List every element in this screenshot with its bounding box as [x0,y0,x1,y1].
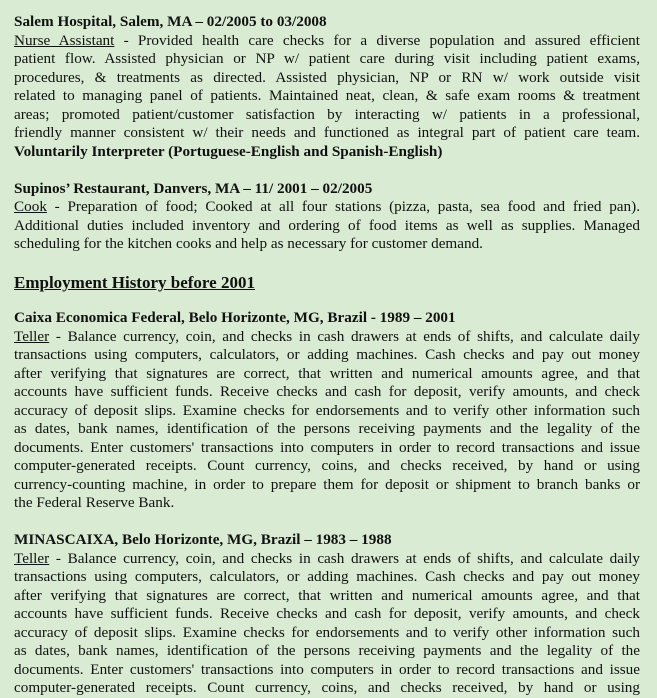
job-heading: MINASCAIXA, Belo Horizonte, MG, Brazil – 1983 – 1988 [14,531,392,548]
job-description-line: scheduling for the kitchen cooks and help as necessary for customer demand. [14,235,483,252]
job-role: Nurse Assistant [14,31,115,49]
job-description-line: currency-counting machine, in order to prepare them for deposit or shipment to branch banks or [14,475,640,493]
job-description-line: related to managing panel of patients. Maintained neat, clean, & safe exam rooms & treatment [14,87,640,104]
job-description-line: friendly manner consistent w/ their needs and functioned as integral part of patient care team. [14,124,640,141]
job-description-line: as dates, bank names, identification of the persons receiving payments and the legality of the [14,642,640,659]
job-entry-supinos-restaurant [14,180,640,254]
job-description-line: documents. Enter customers' transactions into computers in order to record transactions and issue [14,660,640,678]
job-description-line: procedures, & treatments as directed. Assisted physician, NP or RN w/ work outside visit [14,68,640,86]
job-entry-minascaixa [14,531,640,698]
job-description-line: Cook - Preparation of food; Cooked at all four stations (pizza, pasta, sea food and fried pan). [14,198,640,215]
job-description-line: Nurse Assistant - Provided health care checks for a diverse population and assured efficient [14,31,640,49]
job-description-line: accounts have sufficient funds. Receive checks and cash for deposit, verify amounts, and check [14,605,640,622]
job-description-line: transactions using computers, calculators, or adding machines. Cash checks and pay out money [14,568,640,585]
job-description-line: accounts have sufficient funds. Receive checks and cash for deposit, verify amounts, and check [14,383,640,400]
job-description-line: after verifying that signatures are correct, that written and numerical amounts agree, and that [14,586,640,604]
job-description-line: Additional duties included inventory and ordering of food items as well as supplies. Managed [14,216,640,234]
job-role: Teller [14,549,50,567]
job-description-line: documents. Enter customers' transactions into computers in order to record transactions and issue [14,438,640,456]
spacer [14,254,640,273]
job-description-line: accuracy of deposit slips. Examine checks for endorsements and to verify other information such [14,623,640,641]
resume-page [14,13,640,698]
job-description-line: Teller - Balance currency, coin, and checks in cash drawers at ends of shifts, and calculate daily [14,549,640,567]
job-description-line: Teller - Balance currency, coin, and checks in cash drawers at ends of shifts, and calculate daily [14,327,640,345]
job-entry-salem-hospital [14,13,640,161]
job-description-line: computer-generated receipts. Count currency, coins, and checks received, by hand or using [14,679,640,696]
job-description-line: areas; promoted patient/customer satisfaction by interacting w/ patients in a professional, [14,105,640,123]
job-entry-caixa-economica [14,309,640,513]
section-title: Employment History before 2001 [14,273,255,292]
job-description-line: the Federal Reserve Bank. [14,494,175,511]
spacer [14,513,640,532]
job-description-line: transactions using computers, calculators, or adding machines. Cash checks and pay out money [14,346,640,363]
job-extra-note: Voluntarily Interpreter (Portuguese-English and Spanish-English) [14,142,443,160]
job-heading: Supinos’ Restaurant, Danvers, MA – 11/ 2001 – 02/2005 [14,179,373,197]
job-description-line: after verifying that signatures are correct, that written and numerical amounts agree, and that [14,364,640,382]
job-description-line: patient flow. Assisted physician or NP w/ patient care during visit including patient exams, [14,50,640,67]
spacer [14,294,640,309]
job-description-line: computer-generated receipts. Count currency, coins, and checks received, by hand or using [14,457,640,474]
job-role: Cook [14,198,47,215]
job-role: Teller [14,327,50,345]
job-description-line: as dates, bank names, identification of the persons receiving payments and the legality of the [14,420,640,437]
job-description-line: accuracy of deposit slips. Examine checks for endorsements and to verify other information such [14,401,640,419]
job-heading: Salem Hospital, Salem, MA – 02/2005 to 03/2008 [14,13,327,30]
spacer [14,161,640,180]
job-heading: Caixa Economica Federal, Belo Horizonte, MG, Brazil - 1989 – 2001 [14,309,456,326]
